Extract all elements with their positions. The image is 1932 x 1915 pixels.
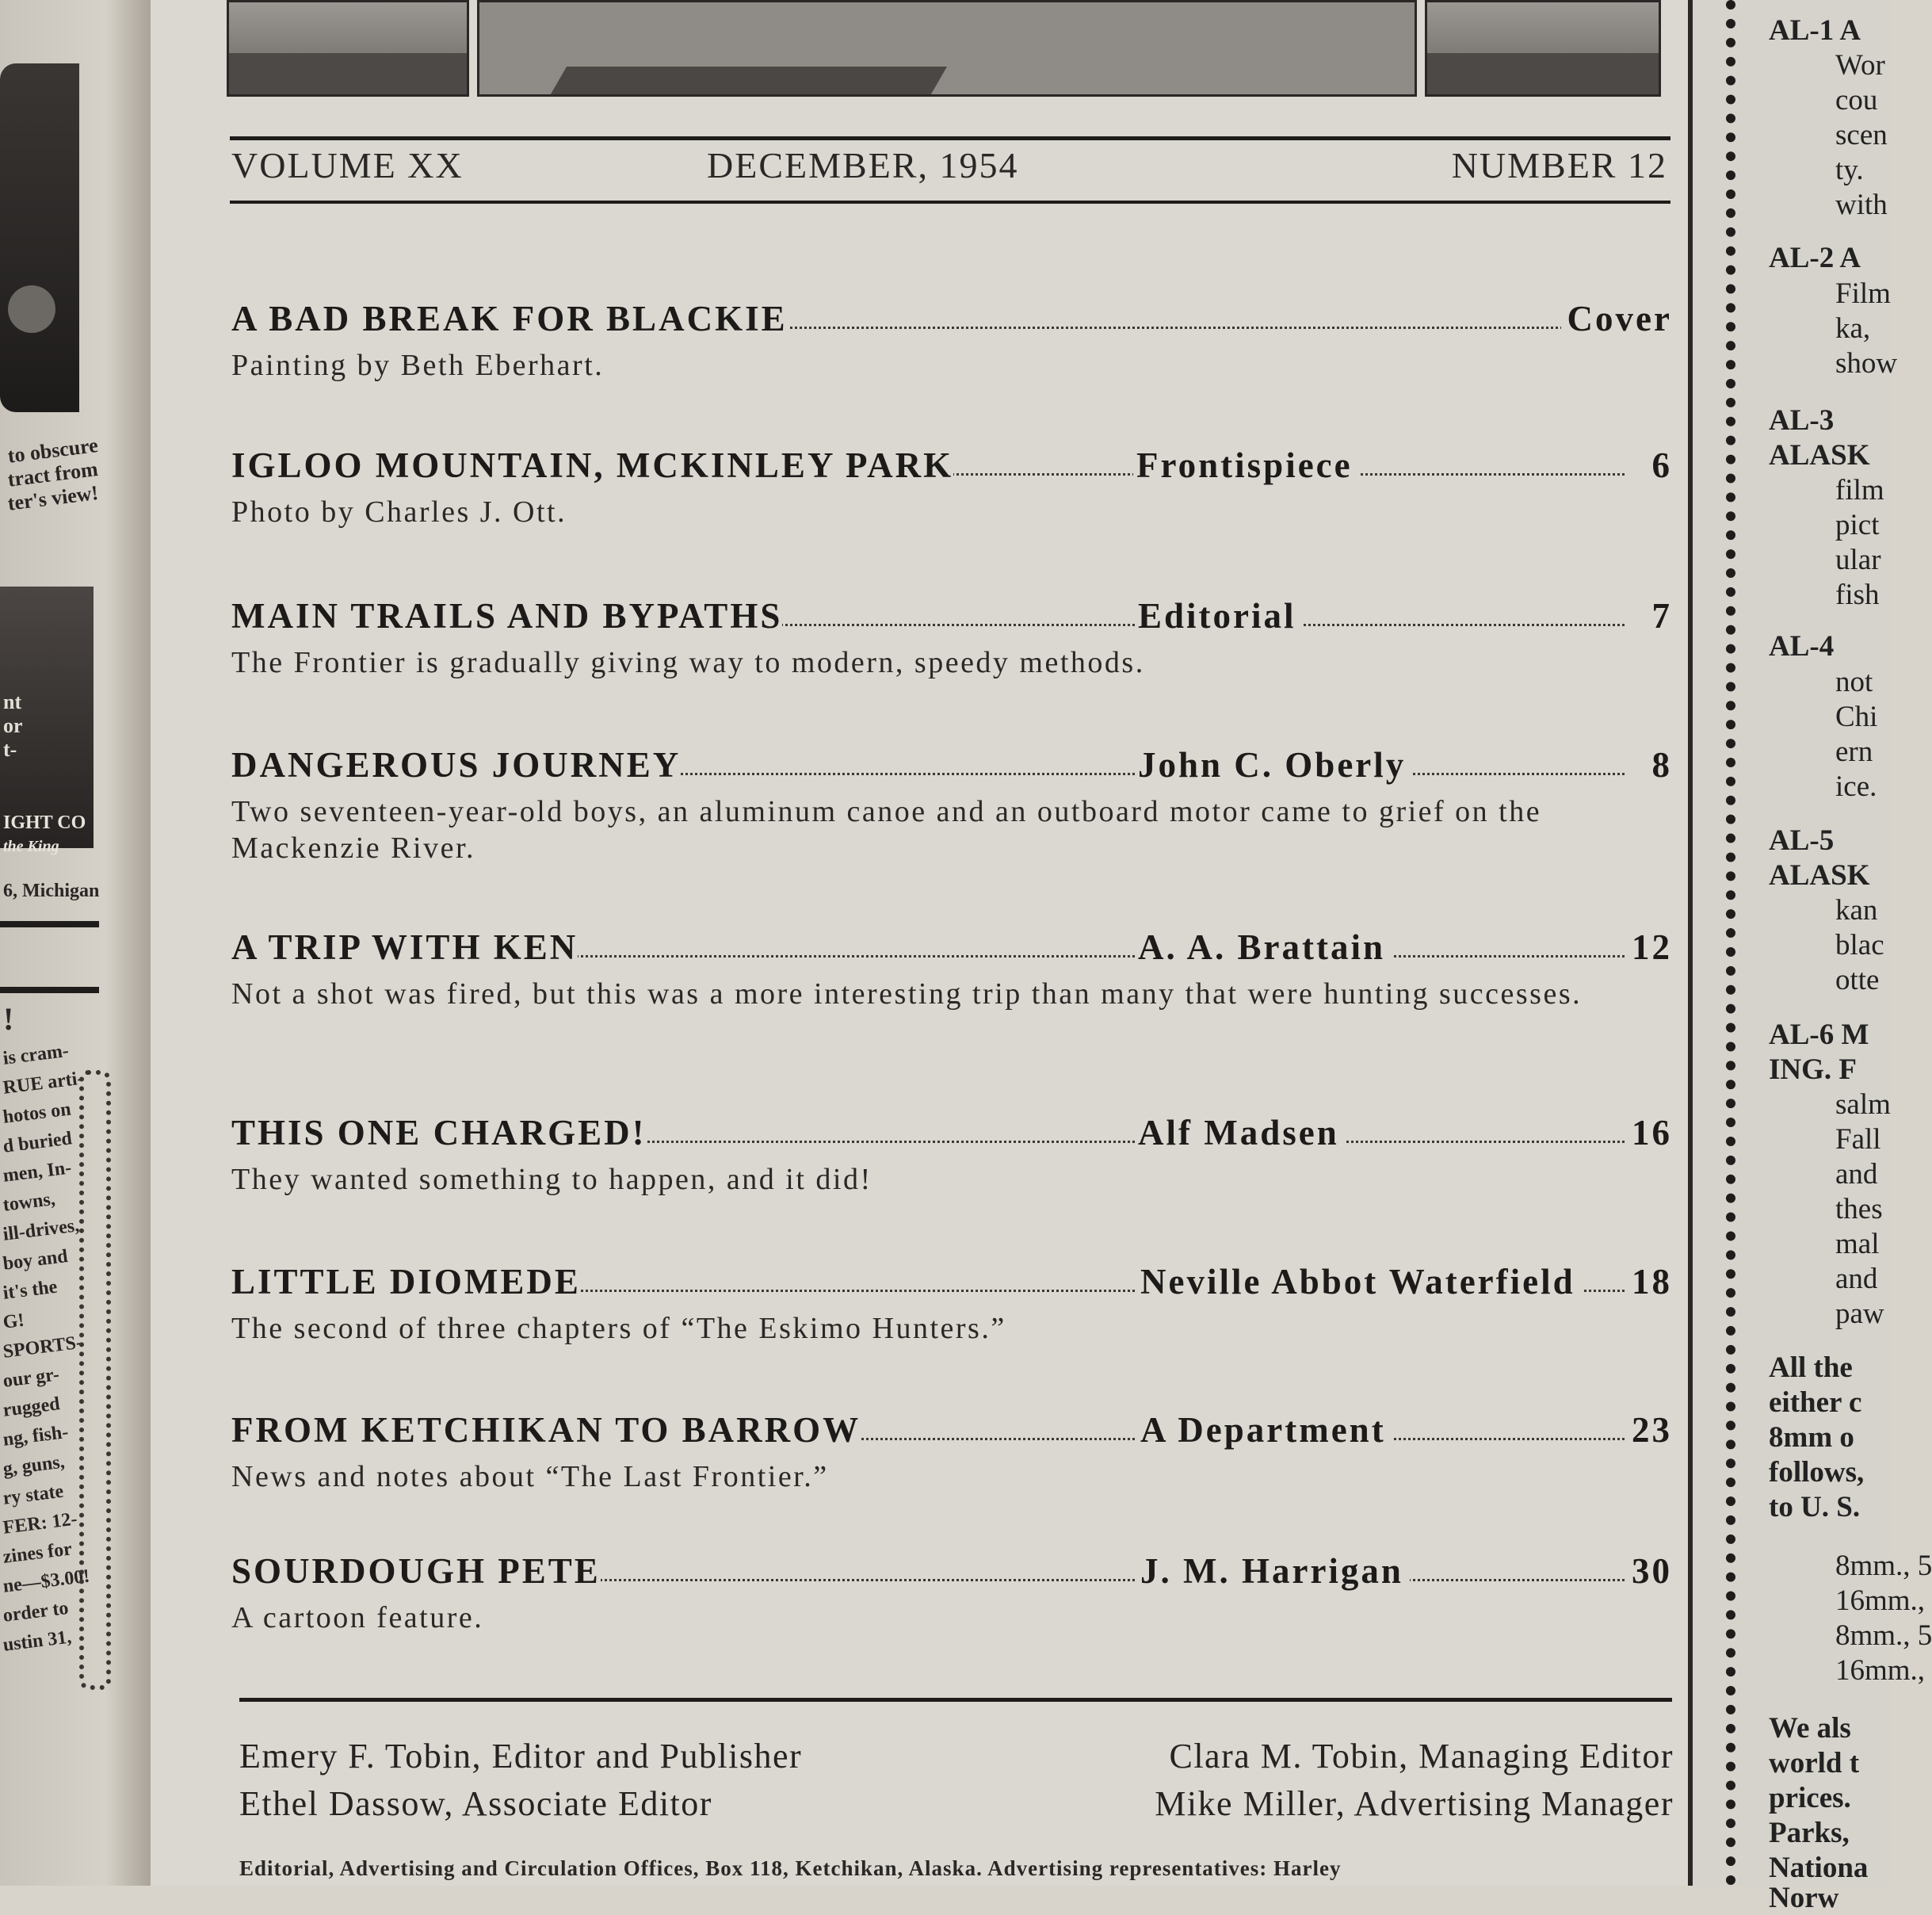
right-page-line: and: [1835, 1158, 1878, 1191]
entry-page-number: Cover: [1561, 298, 1672, 339]
right-page-line: 8mm., 5: [1835, 1550, 1932, 1582]
entry-page-number: 6: [1646, 445, 1673, 486]
masthead-top-rule: [230, 136, 1670, 140]
right-page-line: to U. S.: [1769, 1491, 1861, 1523]
right-page-line: with: [1835, 189, 1888, 221]
issue-date: DECEMBER, 1954: [707, 145, 1019, 185]
contents-entry: [231, 1256, 1672, 1347]
entry-title: LITTLE DIOMEDE: [231, 1262, 581, 1302]
right-page-line: ice.: [1835, 770, 1877, 803]
left-ad-line: is cram-: [2, 1040, 71, 1069]
right-page-line: ern: [1835, 736, 1873, 768]
right-page-line: fish: [1835, 579, 1880, 611]
entry-description: Not a shot was fired, but this was a more interesting trip than many that were hunting successes.: [231, 977, 1583, 1011]
contents-entry-line: [231, 1546, 1672, 1595]
contents-entry-line: [231, 740, 1672, 789]
binoculars-illustration: [0, 63, 79, 412]
left-ad-line: ng, fish-: [2, 1421, 70, 1451]
right-page-line: ALASK: [1769, 439, 1870, 472]
entry-credit: Alf Madsen: [1135, 1112, 1346, 1153]
associate-editor-credit: Ethel Dassow, Associate Editor: [239, 1784, 712, 1823]
right-page-line: All the: [1769, 1351, 1853, 1384]
contents-entry: [231, 1107, 1672, 1198]
right-page-line: ular: [1835, 544, 1881, 576]
contents-entry: [231, 293, 1672, 384]
header-art-map-panel: [477, 0, 1417, 97]
entry-title: FROM KETCHIKAN TO BARROW: [231, 1410, 861, 1450]
left-ad-line: ustin 31,: [2, 1626, 73, 1656]
right-page-line: Chi: [1835, 701, 1878, 733]
contents-entry-line: [231, 440, 1672, 489]
entry-description: The Frontier is gradually giving way to modern, speedy methods.: [231, 646, 1145, 679]
left-ad-line: ter's view!: [6, 481, 100, 515]
right-page-line: Film: [1835, 277, 1891, 310]
header-art-left-panel: [227, 0, 469, 97]
contents-entry-line: [231, 293, 1672, 342]
right-page-line: either c: [1769, 1386, 1862, 1419]
advertising-manager-credit: Mike Miller, Advertising Manager: [1155, 1784, 1674, 1823]
entry-title: SOURDOUGH PETE: [231, 1551, 601, 1591]
right-page-line: otte: [1835, 964, 1880, 996]
left-ad-heading: !: [3, 1001, 14, 1037]
entry-title: THIS ONE CHARGED!: [231, 1113, 647, 1152]
left-ad-line: or: [3, 714, 23, 737]
left-page-rule: [0, 921, 99, 927]
left-ad-badge: IGHT CO: [3, 812, 86, 833]
header-illustration: [227, 0, 1661, 94]
right-page-line: We als: [1769, 1712, 1851, 1745]
entry-description: News and notes about “The Last Frontier.”: [231, 1460, 829, 1493]
right-page-line: 16mm.,: [1835, 1654, 1926, 1687]
right-page-line: Wor: [1835, 49, 1885, 82]
left-ad-line: nt: [3, 690, 22, 713]
left-ad-line: boy and: [2, 1245, 69, 1275]
entry-description: They wanted something to happen, and it did!: [231, 1163, 872, 1196]
right-page-line: cou: [1835, 84, 1878, 117]
publisher-credit: Emery F. Tobin, Editor and Publisher: [239, 1737, 803, 1775]
entry-page-number: 18: [1625, 1261, 1672, 1302]
left-page-rule-2: [0, 987, 99, 993]
right-page-line: scen: [1835, 119, 1888, 151]
right-page-line: blac: [1835, 929, 1884, 961]
right-page-line: not: [1835, 666, 1873, 698]
right-page-line: world t: [1769, 1747, 1860, 1779]
binoculars-lens: [8, 285, 55, 333]
left-ad-line: RUE arti-: [2, 1068, 85, 1099]
managing-editor-credit: Clara M. Tobin, Managing Editor: [1169, 1737, 1674, 1775]
entry-page-number: 8: [1646, 744, 1673, 785]
right-page-line: show: [1835, 347, 1898, 380]
left-ad-line: our gr-: [2, 1364, 61, 1392]
right-page-line: 8mm., 5: [1835, 1619, 1932, 1652]
entry-page-number: 16: [1625, 1112, 1672, 1153]
right-page-line: kan: [1835, 894, 1878, 927]
entry-page-number: 30: [1625, 1550, 1672, 1592]
right-page-line: mal: [1835, 1228, 1880, 1260]
contents-entry-line: [231, 922, 1672, 971]
left-ad-line: g, guns,: [2, 1451, 66, 1480]
right-page-line: Norw: [1769, 1882, 1839, 1914]
right-page-line: ING. F: [1769, 1053, 1857, 1086]
left-ad-line: hotos on: [2, 1099, 72, 1128]
contents-entry: [231, 1405, 1672, 1495]
entry-credit: Neville Abbot Waterfield: [1137, 1261, 1582, 1302]
left-ad-line: ill-drives,: [2, 1215, 81, 1245]
right-page-line: ALASK: [1769, 859, 1870, 892]
left-ad-line: men, In-: [2, 1157, 73, 1187]
left-ad-line: rugged: [2, 1393, 61, 1421]
contents-entry: [231, 440, 1672, 530]
entry-description: The second of three chapters of “The Eskimo Hunters.”: [231, 1312, 1006, 1345]
right-page-line: Nationa: [1769, 1852, 1869, 1884]
right-page-line: ty.: [1835, 154, 1864, 186]
contents-entry-line: [231, 1405, 1672, 1454]
entry-title: A BAD BREAK FOR BLACKIE: [231, 299, 788, 338]
entry-title: MAIN TRAILS AND BYPATHS: [231, 596, 783, 636]
right-page-line: AL-4: [1769, 630, 1835, 663]
right-page-line: AL-1 A: [1769, 14, 1861, 47]
masthead: [231, 144, 1667, 192]
entry-description: A cartoon feature.: [231, 1601, 484, 1634]
left-ad-line: SPORTS-: [2, 1332, 84, 1363]
entry-description: Photo by Charles J. Ott.: [231, 495, 567, 529]
left-ad-line: FER: 12-: [2, 1508, 78, 1538]
entry-page-number: 7: [1646, 595, 1673, 636]
entry-title: IGLOO MOUNTAIN, MCKINLEY PARK: [231, 445, 954, 485]
entry-credit: Frontispiece: [1133, 445, 1359, 486]
left-ad-line: zines for: [2, 1538, 74, 1568]
contents-entry: [231, 922, 1672, 1012]
left-ad-line: t-: [3, 738, 17, 761]
entry-page-number: 23: [1625, 1409, 1672, 1451]
right-page-line: AL-3: [1769, 404, 1835, 437]
right-page-line: thes: [1835, 1193, 1883, 1225]
entry-credit: A. A. Brattain: [1135, 927, 1392, 968]
entry-credit: J. M. Harrigan: [1137, 1550, 1410, 1592]
right-page-line: 8mm o: [1769, 1421, 1854, 1454]
right-page-line: follows,: [1769, 1456, 1865, 1489]
contents-entry-line: [231, 591, 1672, 640]
left-ad-line: G!: [2, 1309, 26, 1333]
right-page-line: Fall: [1835, 1123, 1881, 1156]
entry-credit: John C. Oberly: [1135, 744, 1412, 785]
left-ad-line: order to: [2, 1597, 70, 1626]
left-ad-line: towns,: [2, 1188, 57, 1216]
entry-description: Painting by Beth Eberhart.: [231, 349, 605, 382]
left-ad-line: tract from: [6, 457, 100, 491]
right-page-line: 16mm.,: [1835, 1584, 1926, 1617]
entry-title: A TRIP WITH KEN: [231, 927, 578, 967]
rope-border-decoration: [79, 1070, 111, 1690]
left-ad-address: 6, Michigan: [3, 881, 100, 901]
right-page-line: AL-2 A: [1769, 242, 1861, 274]
staff-top-rule: [239, 1698, 1672, 1702]
entry-page-number: 12: [1625, 927, 1672, 968]
contents-entry: [231, 740, 1672, 866]
right-page-line: salm: [1835, 1088, 1891, 1121]
contents-entry-line: [231, 1256, 1672, 1305]
contents-entry: [231, 591, 1672, 681]
left-ad-badge-sub: the King: [3, 838, 59, 855]
imprint-line: Editorial, Advertising and Circulation Offices, Box 118, Ketchikan, Alaska. Advertising representatives: Harley: [239, 1856, 1342, 1880]
entry-credit: A Department: [1137, 1409, 1392, 1451]
right-page-line: Parks,: [1769, 1817, 1850, 1849]
right-adjacent-page: [1688, 0, 1932, 1914]
entry-description: Two seventeen-year-old boys, an aluminum canoe and an outboard motor came to grief on the Mackenzie River.: [231, 795, 1542, 865]
issue-number: NUMBER 12: [1451, 145, 1667, 185]
contents-entry-line: [231, 1107, 1672, 1156]
right-page-line: paw: [1835, 1298, 1884, 1330]
right-page-line: prices.: [1769, 1782, 1851, 1814]
right-page-line: pict: [1835, 509, 1880, 541]
left-ad-line: to obscure: [6, 434, 100, 468]
header-art-right-panel: [1425, 0, 1661, 97]
contents-entry: [231, 1546, 1672, 1636]
right-page-line: and: [1835, 1263, 1878, 1295]
dotted-border-decoration: [1726, 0, 1743, 1886]
masthead-bottom-rule: [230, 201, 1670, 204]
entry-title: DANGEROUS JOURNEY: [231, 745, 682, 785]
left-ad-line: it's the: [2, 1276, 59, 1304]
left-adjacent-page: [0, 0, 151, 1886]
right-page-line: film: [1835, 474, 1884, 506]
entry-credit: Editorial: [1135, 595, 1303, 636]
right-page-line: ka,: [1835, 312, 1871, 345]
right-page-line: AL-5: [1769, 824, 1835, 857]
right-page-line: AL-6 M: [1769, 1019, 1869, 1051]
contents-page: [151, 0, 1688, 1886]
left-ad-line: d buried: [2, 1128, 74, 1157]
left-ad-line: ry state: [2, 1481, 65, 1509]
left-ad-line: ne—$3.00!: [2, 1565, 91, 1597]
volume-label: VOLUME XX: [231, 145, 464, 185]
